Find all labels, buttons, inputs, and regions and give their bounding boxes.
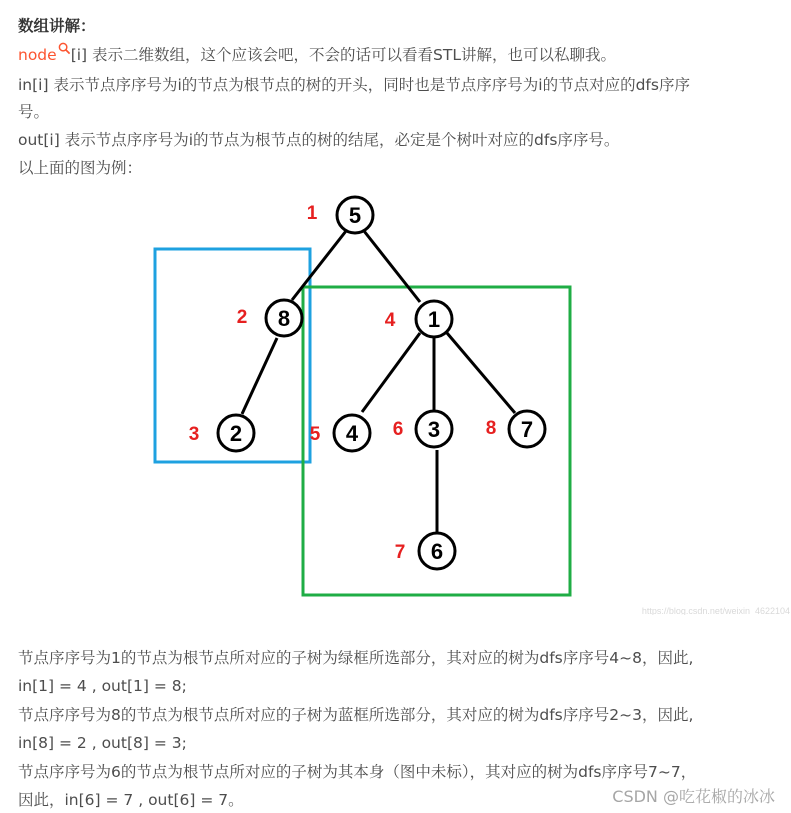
- edge-5-8: [292, 231, 346, 300]
- tree-node-6: [419, 533, 455, 569]
- explanation-1-line1: 节点序序号为1的节点为根节点所对应的子树为绿框所选部分，其对应的树为dfs序序号4~8，因此,: [18, 649, 694, 667]
- image-watermark: https://blog.csdn.net/weixin_4622104: [641, 606, 790, 615]
- node-label-3: 3: [427, 417, 441, 442]
- edge-5-1: [364, 231, 420, 302]
- tree-node-5: [337, 197, 373, 233]
- dfs-order-label-node-7: 8: [485, 418, 497, 439]
- csdn-watermark: CSDN @吃花椒的冰冰: [612, 787, 775, 806]
- dfs-order-label-node-5: 1: [306, 203, 318, 224]
- node-description: [i] 表示二维数组，这个应该会吧，不会的话可以看看STL讲解，也可以私聊我。: [70, 46, 616, 64]
- in-description-line2: 号。: [18, 103, 50, 121]
- explanation-1-line2: in[1] = 4 , out[1] = 8;: [18, 677, 187, 695]
- node-keyword-link[interactable]: [18, 46, 71, 64]
- dfs-order-label-node-3: 6: [392, 419, 404, 440]
- edge-1-7: [447, 333, 515, 413]
- out-description: out[i] 表示节点序序号为i的节点为根节点的树的结尾，必定是个树叶对应的dfs序序号。: [18, 131, 620, 149]
- node-label-6: 6: [430, 539, 444, 564]
- intro-node-line: [18, 42, 616, 67]
- edge-1-4: [362, 333, 420, 412]
- node-label-5: 5: [348, 203, 362, 228]
- search-icon: [58, 42, 71, 55]
- node-label-1: 1: [427, 307, 441, 332]
- tree-node-4: [334, 415, 370, 451]
- node-keyword: node: [18, 46, 57, 64]
- node-label-4: 4: [345, 421, 359, 446]
- dfs-order-label-node-8: 2: [236, 307, 248, 328]
- tree-node-2: [218, 415, 254, 451]
- edge-8-2: [242, 338, 277, 414]
- dfs-order-label-node-4: 5: [309, 424, 321, 445]
- explanation-3-line2: 因此，in[6] = 7 , out[6] = 7。: [18, 791, 244, 809]
- in-description-line1: in[i] 表示节点序序号为i的节点为根节点的树的开头，同时也是节点序序号为i的节点对应的dfs序序: [18, 76, 690, 94]
- explanation-2-line2: in[8] = 2 , out[8] = 3;: [18, 734, 187, 752]
- node-label-7: 7: [520, 417, 534, 442]
- explanation-2-line1: 节点序序号为8的节点为根节点所对应的子树为蓝框所选部分，其对应的树为dfs序序号2~3，因此,: [18, 706, 694, 724]
- tree-node-1: [416, 301, 452, 337]
- tree-node-3: [416, 411, 452, 447]
- tree-node-8: [266, 300, 302, 336]
- tree-figure: [0, 185, 791, 615]
- node-label-2: 2: [229, 421, 243, 446]
- explanation-3-line1: 节点序序号为6的节点为根节点所对应的子树为其本身（图中未标），其对应的树为dfs序序号7~7，: [18, 763, 697, 781]
- section-title: 数组讲解：: [18, 17, 96, 35]
- dfs-order-label-node-1: 4: [384, 310, 396, 331]
- tree-node-7: [509, 411, 545, 447]
- node-label-8: 8: [277, 306, 291, 331]
- dfs-order-label-node-6: 7: [394, 542, 406, 563]
- dfs-order-label-node-2: 3: [188, 424, 200, 445]
- example-intro: 以上面的图为例：: [18, 159, 143, 177]
